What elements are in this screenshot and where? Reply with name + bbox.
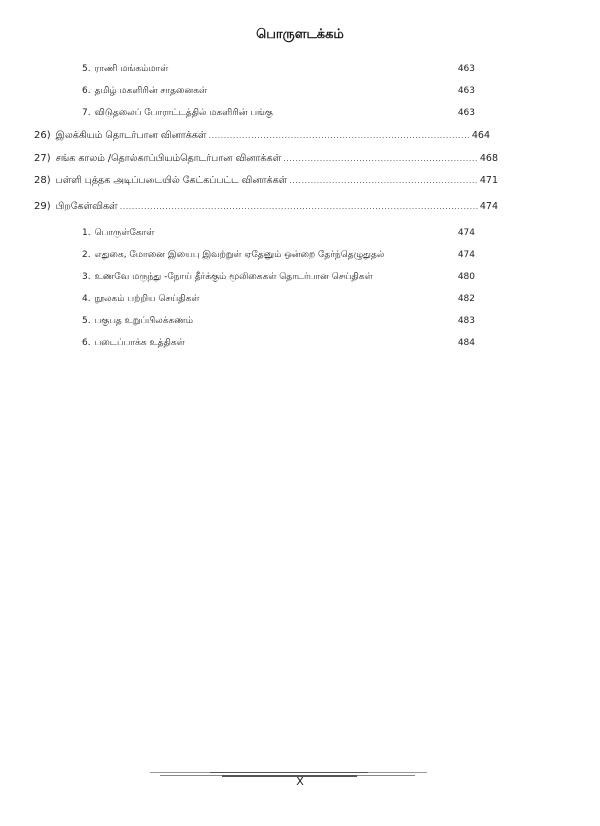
page-number: X (296, 775, 304, 788)
dot-leader (283, 153, 478, 165)
toc-subitem[interactable] (82, 63, 475, 75)
footer-rule-top (210, 772, 368, 773)
toc-item-label: இலக்கியம் தொடர்பான வினாக்கள் (55, 130, 207, 141)
toc-item-number: 28) (34, 175, 51, 186)
toc-subitem[interactable] (82, 315, 475, 327)
toc-page-number: 482 (457, 294, 475, 304)
toc-page-number: 474 (479, 201, 498, 212)
toc-page-number: 483 (457, 316, 475, 326)
dot-leader (289, 175, 478, 187)
toc-item-label: பள்ளி புத்தக அடிப்படையில் கேட்கப்பட்ட வினாக்கள் (55, 175, 288, 186)
toc-subitem-text: 6. படைப்பாக்க உத்திகள் (82, 338, 185, 348)
toc-subitem[interactable] (82, 85, 475, 97)
toc-page-number: 474 (457, 228, 475, 238)
toc-subitem[interactable] (82, 107, 475, 119)
toc-item-number: 27) (34, 153, 51, 164)
toc-page-number: 463 (457, 108, 475, 118)
toc-item[interactable] (34, 201, 498, 213)
toc-item-number: 29) (34, 201, 51, 212)
toc-subitem-text: 1. பொருள்கோள் (82, 228, 155, 238)
toc-page-number: 471 (479, 175, 498, 186)
toc-subitem[interactable] (82, 271, 475, 283)
dot-leader (120, 201, 478, 213)
toc-subitem-text: 4. நூலகம் பற்றிய செய்திகள் (82, 294, 200, 304)
toc-subitem-text: 6. தமிழ் மகளிரின் சாதனைகள் (82, 86, 208, 96)
toc-page-number: 464 (471, 130, 490, 141)
toc-subitem[interactable] (82, 227, 475, 239)
toc-subitem-text: 2. எதுகை, மோனை இயைபு இவற்றுள் ஏதேனும் ஒன்றை தேர்ந்தெழுதுதல் (82, 250, 385, 260)
toc-subitem[interactable] (82, 249, 475, 261)
toc-item[interactable] (34, 153, 498, 165)
toc-subitem-text: 5. பகுபத உறுப்பிலக்கணம் (82, 316, 193, 326)
toc-item-number: 26) (34, 130, 51, 141)
toc-page-number: 463 (457, 86, 475, 96)
toc-subitem-text: 7. விடுதலைப் போராட்டத்தில் மகளிரின் பங்கு (82, 108, 273, 118)
page-title: பொருளடக்கம் (256, 27, 344, 42)
toc-subitem[interactable] (82, 293, 475, 305)
toc-page-number: 474 (457, 250, 475, 260)
toc-item-label: சங்க காலம் /தொல்காப்பியம்தொடர்பான வினாக்கள் (55, 153, 282, 164)
toc-page-number: 463 (457, 64, 475, 74)
toc-subitem-text: 5. ராணி மங்கம்மாள் (82, 64, 169, 74)
toc-page-number: 484 (457, 338, 475, 348)
dot-leader (208, 130, 469, 142)
toc-page-number: 480 (457, 272, 475, 282)
toc-page-number: 468 (479, 153, 498, 164)
toc-subitem[interactable] (82, 337, 475, 349)
toc-item[interactable] (34, 175, 498, 187)
toc-subitem-text: 3. உணவே மருந்து -நோய் தீர்க்கும் மூலிகைகள் தொடர்பான செய்திகள் (82, 272, 373, 282)
toc-item[interactable] (34, 130, 490, 142)
toc-item-label: பிறகேள்விகள் (55, 201, 118, 212)
